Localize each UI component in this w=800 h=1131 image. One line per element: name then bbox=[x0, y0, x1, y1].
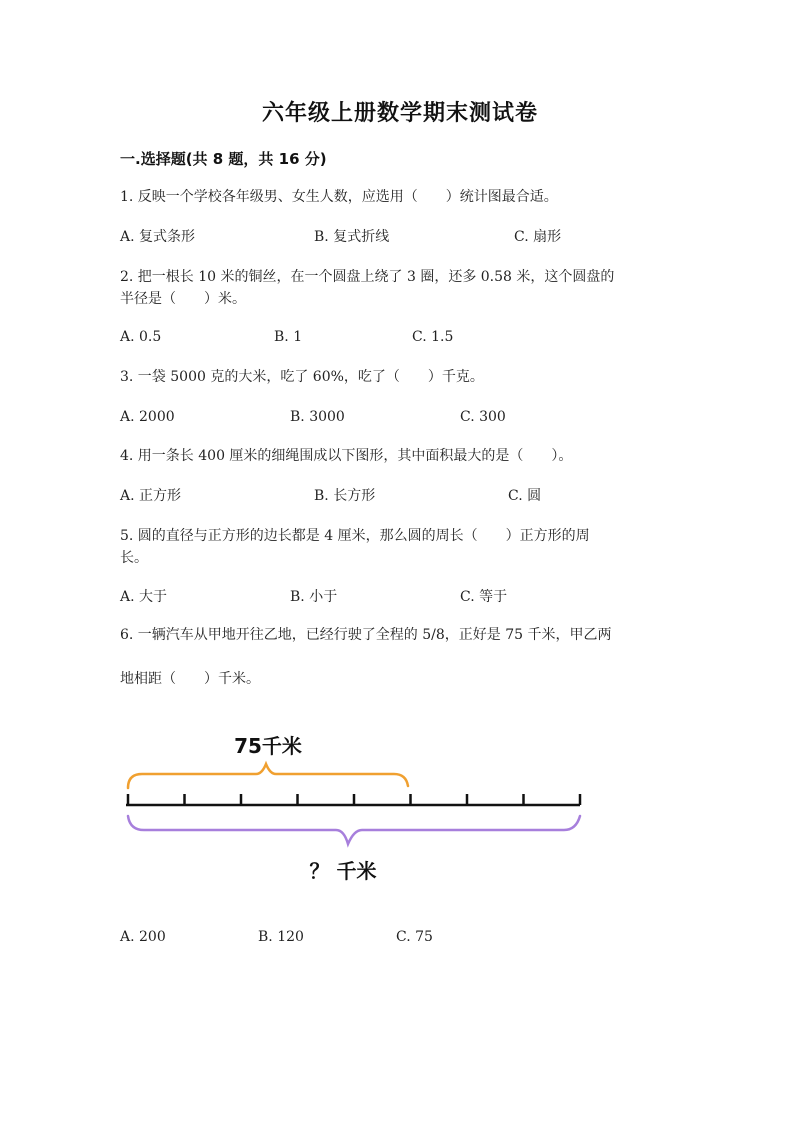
question-1-options bbox=[120, 226, 690, 248]
question-3-options bbox=[120, 406, 690, 428]
option-b[interactable]: B. 1 bbox=[274, 329, 303, 345]
tick-marks bbox=[128, 794, 580, 805]
question-6-options bbox=[120, 926, 690, 948]
option-a[interactable]: A. 2000 bbox=[120, 409, 175, 425]
page-title: 六年级上册数学期末测试卷 bbox=[261, 100, 538, 126]
question-1 bbox=[120, 186, 690, 208]
question-5-line-2: 长。 bbox=[120, 550, 148, 566]
question-6-line-1: 6. 一辆汽车从甲地开往乙地，已经行驶了全程的 5/8，正好是 75 千米，甲乙两 bbox=[120, 627, 612, 643]
option-c[interactable]: C. 1.5 bbox=[412, 329, 454, 345]
option-b[interactable]: B. 小于 bbox=[290, 589, 338, 605]
option-a[interactable]: A. 复式条形 bbox=[120, 229, 196, 245]
total-brace bbox=[128, 816, 580, 844]
section-heading: 一.选择题(共 8 题，共 16 分) bbox=[120, 150, 327, 168]
question-6 bbox=[120, 613, 690, 701]
question-2-options bbox=[120, 326, 690, 348]
option-b[interactable]: B. 3000 bbox=[290, 409, 345, 425]
question-3 bbox=[120, 366, 690, 388]
question-4-line-1: 4. 用一条长 400 厘米的细绳围成以下图形，其中面积最大的是（ ）。 bbox=[120, 448, 573, 464]
question-5 bbox=[120, 525, 690, 569]
question-2-line-2: 半径是（ ）米。 bbox=[120, 291, 246, 307]
question-6-line-2: 地相距（ ）千米。 bbox=[120, 671, 260, 687]
option-c[interactable]: C. 扇形 bbox=[514, 229, 562, 245]
option-a[interactable]: A. 200 bbox=[120, 929, 166, 945]
option-c[interactable]: C. 300 bbox=[460, 409, 506, 425]
unknown-distance-label: ？ 千米 bbox=[309, 859, 377, 883]
known-distance-label: 75千米 bbox=[234, 734, 302, 758]
diagram-svg bbox=[118, 720, 588, 895]
question-4-options bbox=[120, 485, 690, 507]
question-3-line-1: 3. 一袋 5000 克的大米，吃了 60%，吃了（ ）千克。 bbox=[120, 369, 484, 385]
option-a[interactable]: A. 大于 bbox=[120, 589, 168, 605]
question-2-line-1: 2. 把一根长 10 米的铜丝，在一个圆盘上绕了 3 圈，还多 0.58 米，这个圆盘的 bbox=[120, 269, 615, 285]
option-c[interactable]: C. 等于 bbox=[460, 589, 508, 605]
option-c[interactable]: C. 75 bbox=[396, 929, 433, 945]
known-brace bbox=[128, 764, 408, 788]
option-c[interactable]: C. 圆 bbox=[508, 488, 542, 504]
question-2 bbox=[120, 266, 690, 310]
option-b[interactable]: B. 长方形 bbox=[314, 488, 376, 504]
question-1-line-1: 1. 反映一个学校各年级男、女生人数，应选用（ ）统计图最合适。 bbox=[120, 189, 558, 205]
option-b[interactable]: B. 120 bbox=[258, 929, 304, 945]
option-a[interactable]: A. 正方形 bbox=[120, 488, 182, 504]
question-5-line-1: 5. 圆的直径与正方形的边长都是 4 厘米，那么圆的周长（ ）正方形的周 bbox=[120, 528, 590, 544]
line-segment-diagram bbox=[118, 720, 588, 895]
option-b[interactable]: B. 复式折线 bbox=[314, 229, 390, 245]
option-a[interactable]: A. 0.5 bbox=[120, 329, 162, 345]
question-5-options bbox=[120, 586, 690, 608]
question-4 bbox=[120, 445, 690, 467]
